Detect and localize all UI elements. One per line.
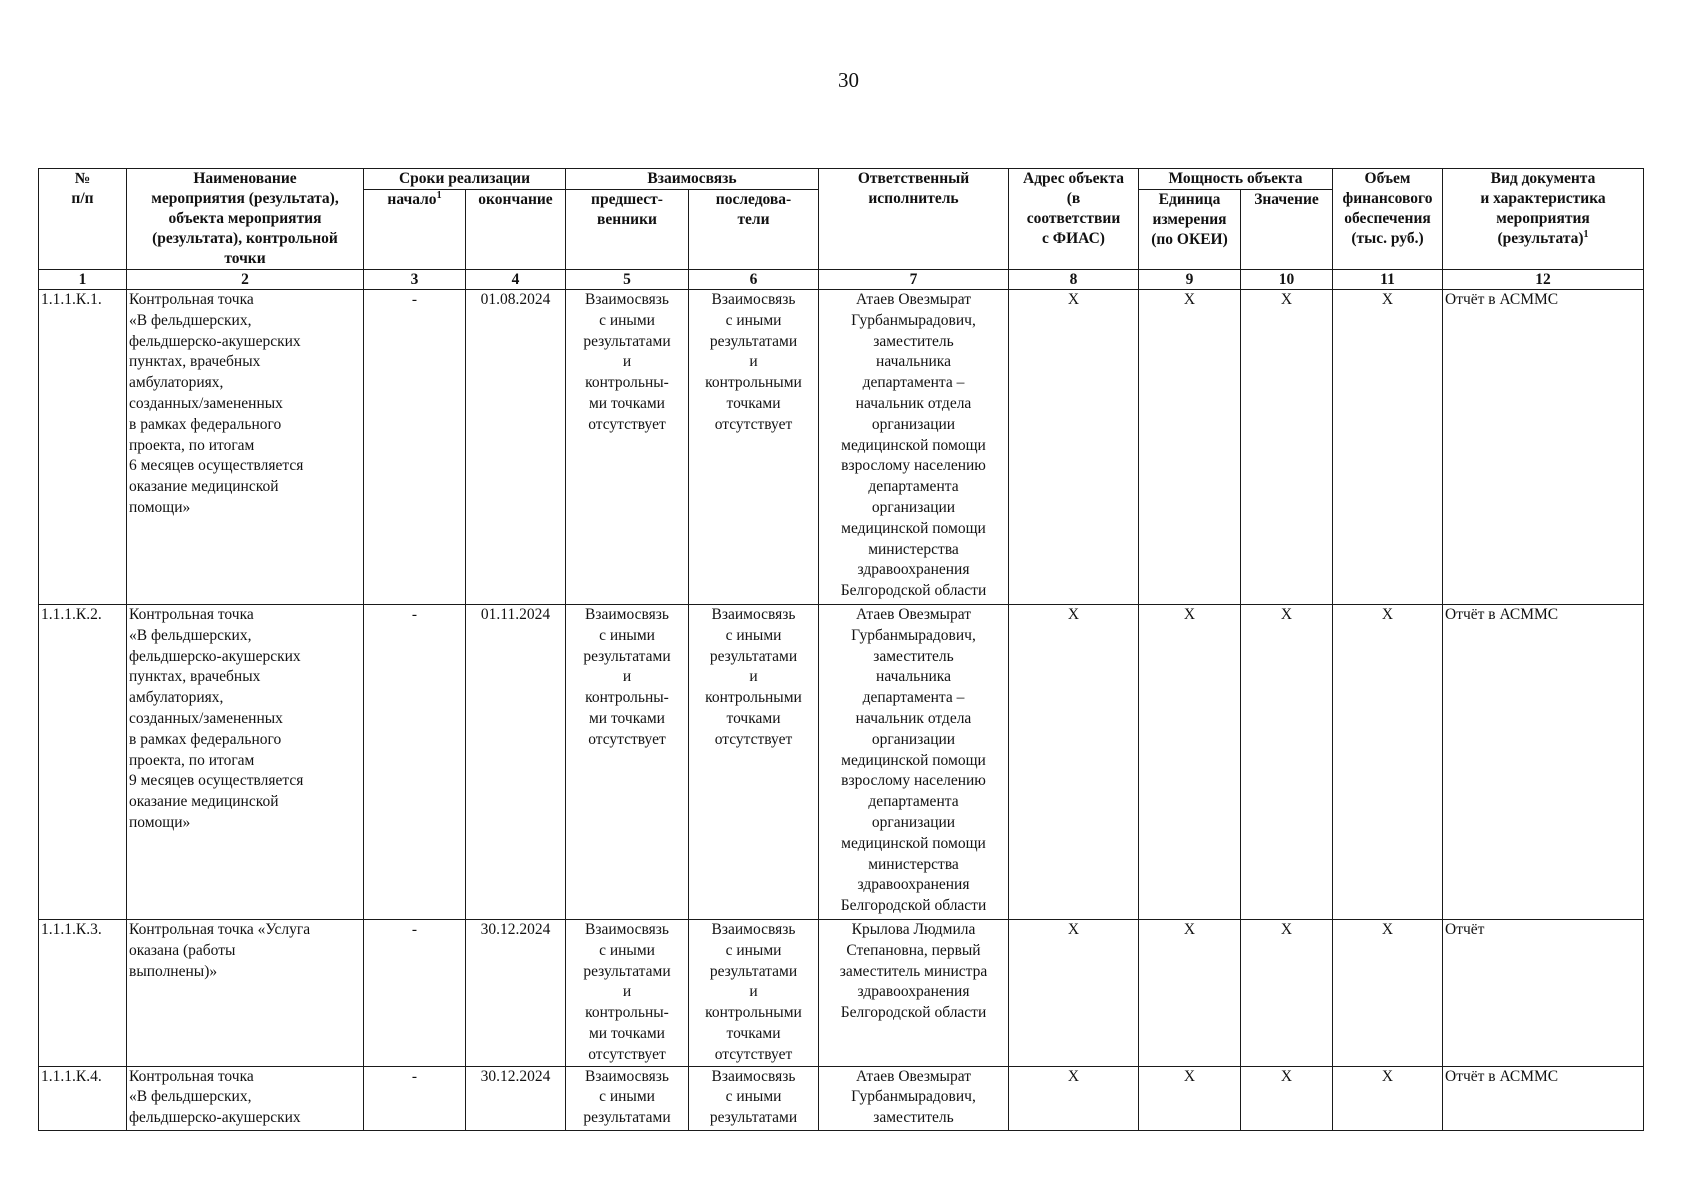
footnote-mark: 1 xyxy=(436,190,442,202)
header-value: Значение xyxy=(1241,190,1333,270)
header-finance: Объем финансового обеспечения (тыс. руб.) xyxy=(1333,169,1443,270)
table-row xyxy=(39,290,1644,605)
header-predecessors: предшест- венники xyxy=(566,190,689,270)
row-start: - xyxy=(364,1066,466,1130)
header-end: окончание xyxy=(466,190,566,270)
row-name: Контрольная точка «В фельдшерских, фельдшерско-акушерских пунктах, врачебных амбулаториях, созданных/замененных в рамках федерального проекта, по итогам 6 месяцев осуществляется оказание медицинской помощи» xyxy=(127,290,364,605)
header-unit: Единица измерения (по ОКЕИ) xyxy=(1139,190,1241,270)
row-name: Контрольная точка «Услуга оказана (работы выполнены)» xyxy=(127,920,364,1067)
column-number: 8 xyxy=(1009,270,1139,290)
row-start: - xyxy=(364,920,466,1067)
row-start: - xyxy=(364,605,466,920)
row-value: X xyxy=(1241,290,1333,605)
header-doc-type xyxy=(1443,169,1644,270)
row-value: X xyxy=(1241,1066,1333,1130)
control-points-table xyxy=(38,168,1644,1131)
column-number: 12 xyxy=(1443,270,1644,290)
row-responsible: Крылова Людмила Степановна, первый заместитель министра здравоохранения Белгородской области xyxy=(819,920,1009,1067)
column-number: 4 xyxy=(466,270,566,290)
row-unit: X xyxy=(1139,1066,1241,1130)
row-finance: X xyxy=(1333,1066,1443,1130)
row-id: 1.1.1.К.3. xyxy=(39,920,127,1067)
row-responsible: Атаев Овезмырат Гурбанмырадович, заместитель xyxy=(819,1066,1009,1130)
header-responsible: Ответственный исполнитель xyxy=(819,169,1009,270)
header-successors: последова- тели xyxy=(689,190,819,270)
column-number: 6 xyxy=(689,270,819,290)
row-end: 30.12.2024 xyxy=(466,920,566,1067)
row-responsible: Атаев Овезмырат Гурбанмырадович, заместитель начальника департамента – начальник отдела организации медицинской помощи взрослому населению департамента организации медицинской помощи министерства здравоохранения Белгородской области xyxy=(819,290,1009,605)
row-end: 01.11.2024 xyxy=(466,605,566,920)
table-row xyxy=(39,1066,1644,1130)
row-address: X xyxy=(1009,1066,1139,1130)
header-capacity: Мощность объекта xyxy=(1139,169,1333,190)
row-doc: Отчёт в АСММС xyxy=(1443,1066,1644,1130)
row-unit: X xyxy=(1139,290,1241,605)
row-end: 30.12.2024 xyxy=(466,1066,566,1130)
row-predecessors: Взаимосвязь с иными результатами и контрольны- ми точками отсутствует xyxy=(566,605,689,920)
row-successors: Взаимосвязь с иными результатами xyxy=(689,1066,819,1130)
table-row xyxy=(39,920,1644,1067)
header-address: Адрес объекта (в соответствии с ФИАС) xyxy=(1009,169,1139,270)
page-number: 30 xyxy=(838,68,859,92)
row-name: Контрольная точка «В фельдшерских, фельдшерско-акушерских пунктах, врачебных амбулаториях, созданных/замененных в рамках федерального проекта, по итогам 9 месяцев осуществляется оказание медицинской помощи» xyxy=(127,605,364,920)
row-predecessors: Взаимосвязь с иными результатами и контрольны- ми точками отсутствует xyxy=(566,920,689,1067)
row-unit: X xyxy=(1139,920,1241,1067)
row-doc: Отчёт в АСММС xyxy=(1443,605,1644,920)
column-number: 10 xyxy=(1241,270,1333,290)
header-relation: Взаимосвязь xyxy=(566,169,819,190)
row-id: 1.1.1.К.1. xyxy=(39,290,127,605)
row-value: X xyxy=(1241,605,1333,920)
column-number: 9 xyxy=(1139,270,1241,290)
row-address: X xyxy=(1009,920,1139,1067)
row-successors: Взаимосвязь с иными результатами и контрольными точками отсутствует xyxy=(689,290,819,605)
row-address: X xyxy=(1009,290,1139,605)
row-successors: Взаимосвязь с иными результатами и контрольными точками отсутствует xyxy=(689,920,819,1067)
row-predecessors: Взаимосвязь с иными результатами xyxy=(566,1066,689,1130)
row-name: Контрольная точка «В фельдшерских, фельдшерско-акушерских xyxy=(127,1066,364,1130)
row-responsible: Атаев Овезмырат Гурбанмырадович, заместитель начальника департамента – начальник отдела организации медицинской помощи взрослому населению департамента организации медицинской помощи министерства здравоохранения Белгородской области xyxy=(819,605,1009,920)
header-start xyxy=(364,190,466,270)
header-name: Наименование мероприятия (результата), объекта мероприятия (результата), контрольной точки xyxy=(127,169,364,270)
row-address: X xyxy=(1009,605,1139,920)
column-number: 2 xyxy=(127,270,364,290)
footnote-mark: 1 xyxy=(1583,228,1589,240)
column-number: 1 xyxy=(39,270,127,290)
row-unit: X xyxy=(1139,605,1241,920)
row-id: 1.1.1.К.2. xyxy=(39,605,127,920)
row-start: - xyxy=(364,290,466,605)
column-number: 11 xyxy=(1333,270,1443,290)
column-number: 5 xyxy=(566,270,689,290)
row-predecessors: Взаимосвязь с иными результатами и контрольны- ми точками отсутствует xyxy=(566,290,689,605)
column-number: 7 xyxy=(819,270,1009,290)
row-end: 01.08.2024 xyxy=(466,290,566,605)
row-doc: Отчёт xyxy=(1443,920,1644,1067)
row-id: 1.1.1.К.4. xyxy=(39,1066,127,1130)
row-successors: Взаимосвязь с иными результатами и контрольными точками отсутствует xyxy=(689,605,819,920)
header-start-text: начало xyxy=(387,191,437,209)
row-doc: Отчёт в АСММС xyxy=(1443,290,1644,605)
row-finance: X xyxy=(1333,605,1443,920)
column-number: 3 xyxy=(364,270,466,290)
header-doc-type-text: Вид документа и характеристика мероприятия (результата) xyxy=(1480,170,1606,247)
row-finance: X xyxy=(1333,290,1443,605)
row-finance: X xyxy=(1333,920,1443,1067)
row-value: X xyxy=(1241,920,1333,1067)
header-number: № п/п xyxy=(39,169,127,270)
header-terms: Сроки реализации xyxy=(364,169,566,190)
table-row xyxy=(39,605,1644,920)
